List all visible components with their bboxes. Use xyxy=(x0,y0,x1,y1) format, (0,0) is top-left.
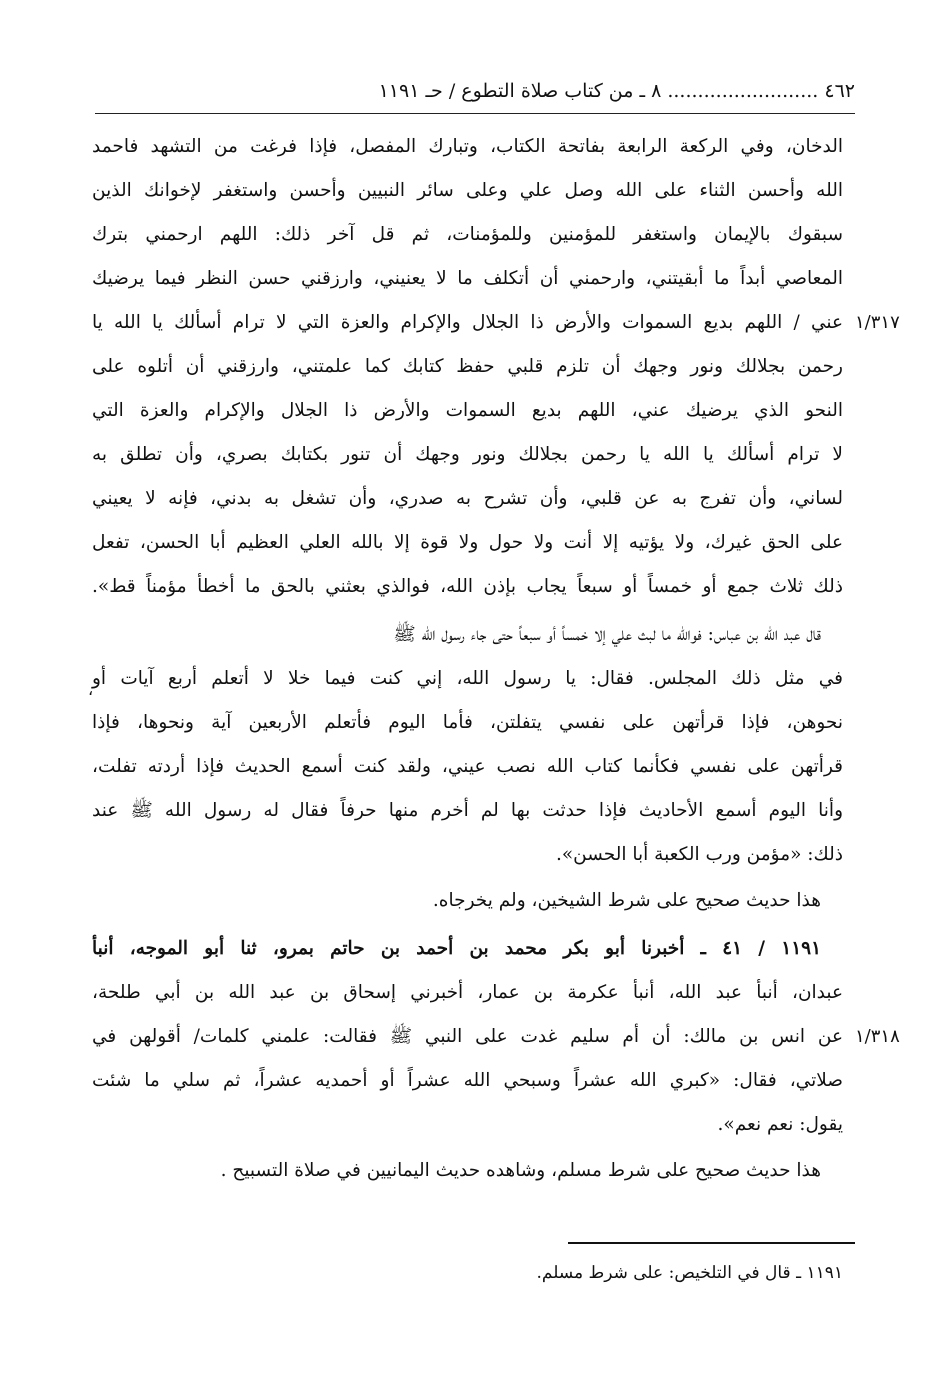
margin-mark: ، xyxy=(88,680,94,699)
text-line: قرأتهن على نفسي فكأنما كتاب الله نصب عيني، ولقد كنت أسمع الحديث فإذا أردته تفلت، xyxy=(92,756,843,777)
text-line: عن انس بن مالك: أن أم سليم غدت على النبي ﷺ فقالت: علمني كلمات/ أقولهن في xyxy=(92,1026,843,1047)
text-line: هذا حديث صحيح على شرط الشيخين، ولم يخرجاه. xyxy=(432,890,821,911)
text-line: الدخان، وفي الركعة الرابعة بفاتحة الكتاب، وتبارك المفصل، فإذا فرغت من التشهد فاحمد xyxy=(92,136,843,157)
header-title: ٤٦٢ ......................... ٨ ـ من كتاب صلاة التطوع / حـ ١١٩١ xyxy=(378,80,855,102)
text-line: صلاتي، فقال: «كبري الله عشراً وسبحي الله عشراً أو أحمديه عشراً، ثم سلي ما شئت xyxy=(92,1070,843,1091)
text-line: يقول: نعم نعم». xyxy=(717,1114,843,1135)
footnote: ١١٩١ ـ قال في التلخيص: على شرط مسلم. xyxy=(536,1263,843,1283)
text-line: قال عبد الله بن عباس: فوالله ما لبث علي إلا خمساً أو سبعاً حتى جاء رسول الله ﷺ xyxy=(393,624,821,645)
text-line: المعاصي أبداً ما أبقيتني، وارحمني أن أتكلف ما لا يعنيني، وارزقني حسن النظر فيما يرضيك xyxy=(92,268,843,289)
text-line: في مثل ذلك المجلس. فقال: يا رسول الله، إني كنت فيما خلا لا أتعلم أربع آيات أو xyxy=(92,668,843,689)
text-line: عني / اللهم بديع السموات والأرض ذا الجلال والإكرام والعزة التي لا ترام أسألك يا الله يا xyxy=(92,312,843,333)
margin-ref-318: ١/٣١٨ xyxy=(855,1026,900,1047)
header-rule xyxy=(95,113,855,114)
margin-ref-317: ١/٣١٧ xyxy=(855,312,900,333)
running-header xyxy=(95,80,855,114)
text-line: لا ترام أسألك يا الله يا رحمن بجلالك ونور وجهك أن تنور بكتابك بصري، وأن تطلق به xyxy=(92,444,843,465)
text-line: الله وأحسن الثناء على الله وصل علي وعلى سائر النبيين وأحسن واستغفر لإخوانك الذين xyxy=(92,180,843,201)
text-line: وأنا اليوم أسمع الأحاديث فإذا حدثت بها لم أخرم منها حرفاً فقال له رسول الله ﷺ عند xyxy=(92,800,843,821)
text-line: رحمن بجلالك ونور وجهك أن تلزم قلبي حفظ كتابك كما علمتني، وارزقني أن أتلوه على xyxy=(92,356,843,377)
text-line: النحو الذي يرضيك عني، اللهم بديع السموات والأرض ذا الجلال والإكرام والعزة التي xyxy=(92,400,843,421)
text-line: نحوهن، فإذا قرأتهن على نفسي يتفلتن، فأما اليوم فأتعلم الأربعين آية ونحوها، فإذا xyxy=(92,712,843,733)
text-line: لساني، وأن تفرج به عن قلبي، وأن تشرح به صدري، وأن تشغل به بدني، فإنه لا يعيني xyxy=(92,488,843,509)
text-line: على الحق غيرك، ولا يؤتيه إلا أنت ولا حول ولا قوة إلا بالله العلي العظيم أبا الحسن، تفعل xyxy=(92,532,843,553)
text-line: ذلك ثلاث جمع أو خمساً أو سبعاً يجاب بإذن الله، فوالذي بعثني بالحق ما أخطأ مؤمناً قط». xyxy=(92,576,843,597)
text-line: عبدان، أنبأ عبد الله، أنبأ عكرمة بن عمار، أخبرني إسحاق بن عبد الله بن أبي طلحة، xyxy=(92,982,843,1003)
hadith-number-line: ١١٩١ / ٤١ ـ أخبرنا أبو بكر محمد بن أحمد بن حاتم بمرو، ثنا أبو الموجه، أنبأ xyxy=(92,938,822,959)
text-line: ذلك: «مؤمن ورب الكعبة أبا الحسن». xyxy=(555,844,843,865)
text-line: هذا حديث صحيح على شرط مسلم، وشاهده حديث اليمانيين في صلاة التسبيح . xyxy=(220,1160,821,1181)
footnote-rule xyxy=(568,1242,855,1244)
text-line: سبقوك بالإيمان واستغفر للمؤمنين وللمؤمنات، ثم قل آخر ذلك: اللهم ارحمني بترك xyxy=(92,224,843,245)
